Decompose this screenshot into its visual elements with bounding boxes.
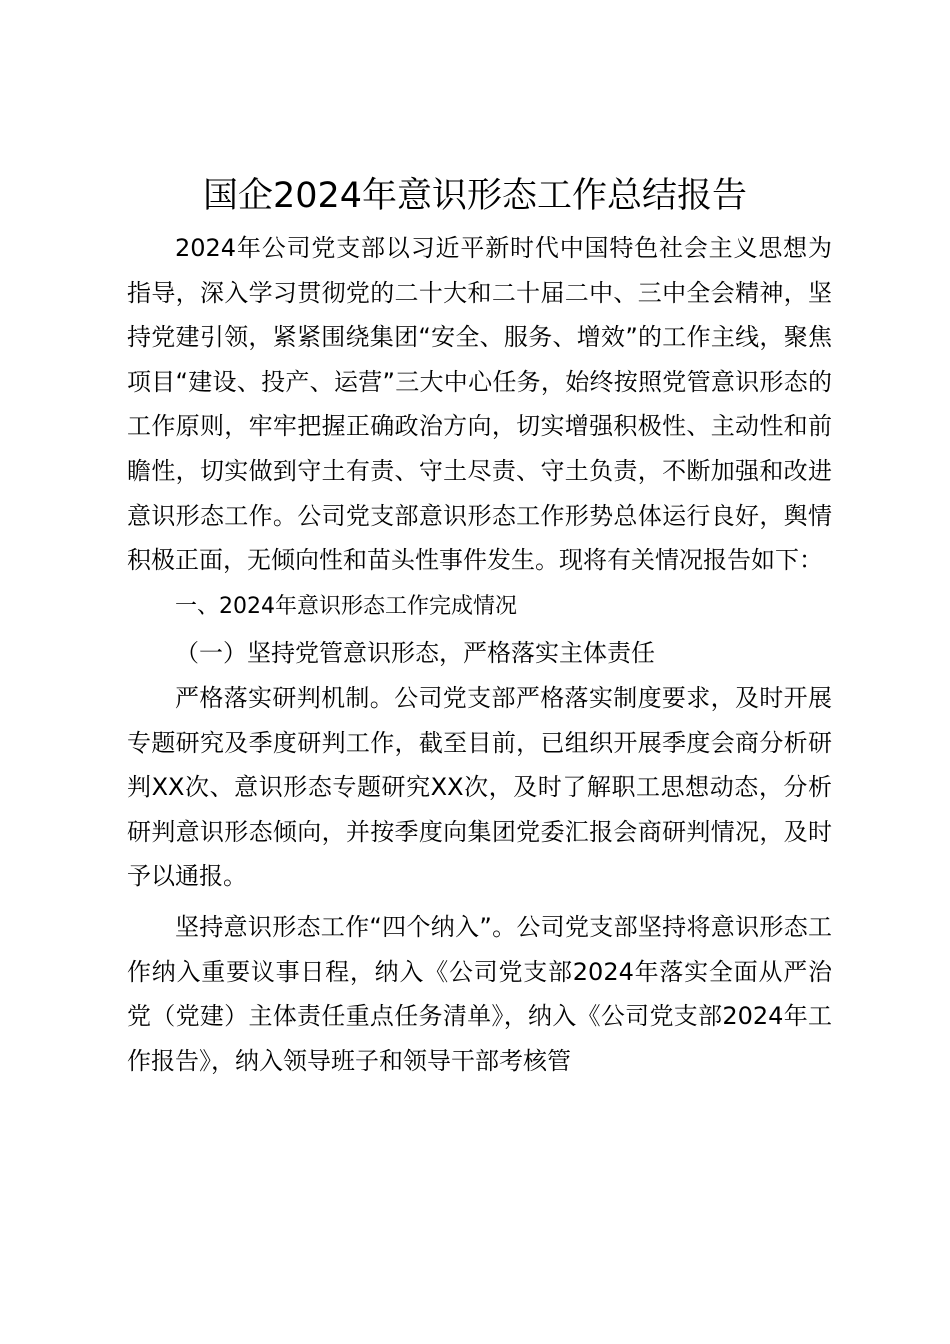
paragraph-intro: 2024年公司党支部以习近平新时代中国特色社会主义思想为指导，深入学习贯彻党的二十大和二十届二中、三中全会精神，坚持党建引领，紧紧围绕集团“安全、服务、增效”的工作主线，聚焦项目“建设、投产、运营”三大中心任务，始终按照党管意识形态的工作原则，牢牢把握正确政治方向，切实增强积极性、主动性和前瞻性，切实做到守土有责、守土尽责、守土负责，不断加强和改进意识形态工作。公司党支部意识形态工作形势总体运行良好，舆情积极正面，无倾向性和苗头性事件发生。现将有关情况报告如下： xyxy=(127,234,832,575)
paragraph-research-mechanism: 严格落实研判机制。公司党支部严格落实制度要求，及时开展专题研究及季度研判工作，截至目前，已组织开展季度会商分析研判XX次、意识形态专题研究XX次，及时了解职工思想动态，分析研判意识形态倾向，并按季度向集团党委汇报会商研判情况，及时予以通报。 xyxy=(127,683,832,891)
section-heading-1: 一、2024年意识形态工作完成情况 xyxy=(175,593,517,619)
subsection-heading-1: （一）坚持党管意识形态，严格落实主体责任 xyxy=(175,639,655,668)
document-title: 国企2024年意识形态工作总结报告 xyxy=(202,176,748,216)
document-body xyxy=(127,226,832,1083)
paragraph-four-inclusions: 坚持意识形态工作“四个纳入”。公司党支部坚持将意识形态工作纳入重要议事日程，纳入《公司党支部2024年落实全面从严治党（党建）主体责任重点任务清单》，纳入《公司党支部2024年工作报告》，纳入领导班子和领导干部考核管 xyxy=(127,912,832,1075)
